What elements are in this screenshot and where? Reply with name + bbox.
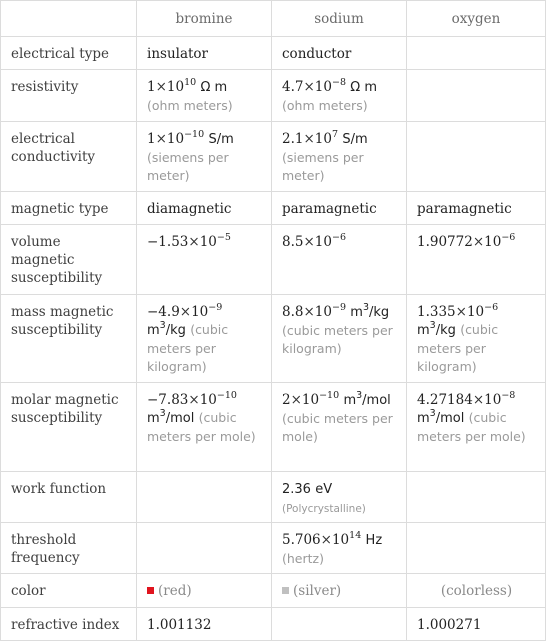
value-base: 10 bbox=[199, 392, 217, 408]
value-unit: Ω m bbox=[200, 80, 228, 95]
unit-description: (cubic meters per mole) bbox=[147, 410, 256, 444]
cell-bromine-refractive-index: 1.001132 bbox=[137, 608, 272, 641]
cell-bromine-magnetic-type: diamagnetic bbox=[137, 192, 272, 225]
value-exponent: −10 bbox=[319, 389, 340, 401]
cell-sodium-volume-susceptibility bbox=[272, 225, 407, 295]
unit-exponent: 3 bbox=[362, 301, 370, 313]
cell-bromine-molar-susceptibility bbox=[137, 383, 272, 472]
color-swatch-silver bbox=[282, 587, 289, 594]
unit-description: (siemens per meter) bbox=[282, 150, 364, 183]
unit-description: (cubic meters per kilogram) bbox=[282, 323, 393, 356]
unit-exponent: 3 bbox=[356, 389, 363, 401]
cell-sodium-resistivity bbox=[272, 70, 407, 122]
row-label-threshold-frequency: threshold frequency bbox=[1, 523, 137, 574]
row-label-electrical-type: electrical type bbox=[1, 37, 137, 70]
unit-exponent: 3 bbox=[429, 319, 436, 331]
value-unit: S/m bbox=[208, 132, 234, 147]
times-sign: × bbox=[303, 79, 315, 95]
value-base: 10 bbox=[301, 392, 320, 408]
unit-denominator: /mol bbox=[165, 411, 195, 426]
value-base: 10 bbox=[191, 304, 209, 320]
value-exponent: −10 bbox=[216, 389, 237, 401]
cell-oxygen-resistivity bbox=[407, 70, 546, 122]
cell-bromine-conductivity bbox=[137, 122, 272, 192]
value-number: 2.36 bbox=[282, 482, 311, 497]
times-sign: × bbox=[303, 304, 315, 320]
value-base: 10 bbox=[466, 304, 485, 320]
unit-exponent: 3 bbox=[159, 319, 166, 331]
unit-description: (cubic meters per mole) bbox=[417, 410, 526, 444]
value-unit bbox=[147, 319, 186, 338]
value-mantissa: 1.335 bbox=[417, 304, 456, 320]
unit-exponent: 3 bbox=[429, 407, 436, 419]
value-exponent: −6 bbox=[501, 231, 516, 243]
unit-denominator: /kg bbox=[165, 323, 186, 338]
value-mantissa: −4.9 bbox=[147, 304, 180, 320]
unit-denominator: /mol bbox=[435, 411, 465, 426]
value-mantissa: 4.7 bbox=[282, 79, 304, 95]
value-base: 10 bbox=[166, 79, 185, 95]
value-base: 10 bbox=[484, 234, 502, 250]
value-base: 10 bbox=[484, 392, 502, 408]
color-name: (silver) bbox=[293, 583, 342, 599]
value-unit bbox=[417, 407, 465, 426]
value-mantissa: −1.53 bbox=[147, 234, 189, 250]
header-oxygen: oxygen bbox=[407, 1, 546, 37]
value-unit: Ω m bbox=[350, 80, 378, 95]
row-label-mass-susceptibility: mass magnetic susceptibility bbox=[1, 295, 137, 383]
times-sign: × bbox=[155, 79, 167, 95]
cell-sodium-electrical-type: conductor bbox=[272, 37, 407, 70]
times-sign: × bbox=[320, 532, 332, 548]
times-sign: × bbox=[472, 392, 485, 408]
table-row bbox=[1, 295, 546, 383]
times-sign: × bbox=[303, 234, 315, 250]
cell-oxygen-color bbox=[407, 574, 546, 608]
cell-sodium-refractive-index bbox=[272, 608, 407, 641]
cell-oxygen-magnetic-type: paramagnetic bbox=[407, 192, 546, 225]
unit-exponent: 3 bbox=[159, 407, 166, 419]
unit-base: m bbox=[350, 305, 363, 320]
value-mantissa: −7.83 bbox=[147, 392, 189, 408]
value-mantissa: 8.8 bbox=[282, 304, 304, 320]
unit-description: (cubic meters per kilogram) bbox=[147, 322, 229, 374]
value-base: 10 bbox=[314, 234, 332, 250]
value-unit bbox=[343, 389, 391, 408]
value-mantissa: 5.706 bbox=[282, 532, 321, 548]
cell-oxygen-volume-susceptibility bbox=[407, 225, 546, 295]
table-row bbox=[1, 608, 546, 641]
cell-oxygen-threshold-frequency bbox=[407, 523, 546, 574]
unit-base: m bbox=[147, 323, 160, 338]
value-exponent: 7 bbox=[331, 128, 339, 140]
header-blank bbox=[1, 1, 137, 37]
unit-denominator: /kg bbox=[369, 305, 390, 320]
value-exponent: −9 bbox=[208, 301, 223, 313]
unit-denominator: /kg bbox=[435, 323, 456, 338]
times-sign: × bbox=[188, 234, 200, 250]
cell-bromine-threshold-frequency bbox=[137, 523, 272, 574]
cell-oxygen-refractive-index: 1.000271 bbox=[407, 608, 546, 641]
cell-bromine-resistivity bbox=[137, 70, 272, 122]
value-exponent: −10 bbox=[184, 128, 205, 140]
unit-base: m bbox=[417, 411, 430, 426]
row-label-refractive-index: refractive index bbox=[1, 608, 137, 641]
cell-sodium-conductivity bbox=[272, 122, 407, 192]
table-row bbox=[1, 383, 546, 472]
times-sign: × bbox=[155, 131, 167, 147]
unit-base: m bbox=[147, 411, 160, 426]
cell-bromine-color bbox=[137, 574, 272, 608]
unit-denominator: /mol bbox=[362, 393, 391, 408]
row-label-work-function: work function bbox=[1, 472, 137, 523]
header-row bbox=[1, 1, 546, 37]
unit-description: (siemens per meter) bbox=[147, 150, 229, 183]
value-mantissa: 2 bbox=[282, 392, 291, 408]
cell-sodium-molar-susceptibility bbox=[272, 383, 407, 472]
unit-description: (ohm meters) bbox=[282, 98, 368, 113]
row-label-molar-susceptibility: molar magnetic susceptibility bbox=[1, 383, 137, 472]
row-label-magnetic-type: magnetic type bbox=[1, 192, 137, 225]
value-mantissa: 1.90772 bbox=[417, 234, 473, 250]
table-row bbox=[1, 37, 546, 70]
cell-bromine-mass-susceptibility bbox=[137, 295, 272, 383]
header-bromine: bromine bbox=[137, 1, 272, 37]
value-unit: eV bbox=[315, 482, 333, 497]
value-exponent: 14 bbox=[349, 529, 362, 541]
unit-base: m bbox=[343, 393, 357, 408]
value-exponent: −8 bbox=[501, 389, 516, 401]
table-row bbox=[1, 225, 546, 295]
table-row bbox=[1, 122, 546, 192]
unit-description: (ohm meters) bbox=[147, 98, 233, 113]
value-unit bbox=[350, 301, 390, 320]
table-row bbox=[1, 192, 546, 225]
value-exponent: −9 bbox=[331, 301, 346, 313]
table-row bbox=[1, 523, 546, 574]
cell-sodium-mass-susceptibility bbox=[272, 295, 407, 383]
cell-sodium-magnetic-type: paramagnetic bbox=[272, 192, 407, 225]
row-label-resistivity: resistivity bbox=[1, 70, 137, 122]
row-label-volume-susceptibility: volume magnetic susceptibility bbox=[1, 225, 137, 295]
value-mantissa: 1 bbox=[147, 79, 156, 95]
value-mantissa: 8.5 bbox=[282, 234, 304, 250]
table-row bbox=[1, 70, 546, 122]
value-exponent: −8 bbox=[331, 76, 346, 88]
value-mantissa: 2.1 bbox=[282, 131, 304, 147]
cell-bromine-volume-susceptibility bbox=[137, 225, 272, 295]
value-base: 10 bbox=[314, 304, 332, 320]
cell-bromine-work-function bbox=[137, 472, 272, 523]
row-label-color: color bbox=[1, 574, 137, 608]
value-unit bbox=[417, 319, 456, 338]
value-unit bbox=[147, 407, 195, 426]
value-exponent: −5 bbox=[216, 231, 231, 243]
cell-sodium-work-function bbox=[272, 472, 407, 523]
header-sodium: sodium bbox=[272, 1, 407, 37]
times-sign: × bbox=[455, 304, 467, 320]
cell-oxygen-mass-susceptibility bbox=[407, 295, 546, 383]
value-base: 10 bbox=[314, 79, 332, 95]
row-label-conductivity: electrical conductivity bbox=[1, 122, 137, 192]
times-sign: × bbox=[303, 131, 315, 147]
cell-oxygen-molar-susceptibility bbox=[407, 383, 546, 472]
value-mantissa: 4.27184 bbox=[417, 392, 473, 408]
value-exponent: −6 bbox=[331, 231, 346, 243]
color-name: (red) bbox=[158, 583, 192, 599]
unit-base: m bbox=[417, 323, 430, 338]
cell-bromine-electrical-type: insulator bbox=[137, 37, 272, 70]
value-unit: Hz bbox=[365, 533, 383, 548]
table-row bbox=[1, 574, 546, 608]
times-sign: × bbox=[188, 392, 200, 408]
value-base: 10 bbox=[331, 532, 350, 548]
value-exponent: −6 bbox=[484, 301, 499, 313]
times-sign: × bbox=[290, 392, 302, 408]
times-sign: × bbox=[179, 304, 192, 320]
value-unit: S/m bbox=[342, 132, 368, 147]
value-note: (Polycrystalline) bbox=[282, 503, 366, 515]
value-base: 10 bbox=[199, 234, 217, 250]
color-name: (colorless) bbox=[440, 583, 513, 599]
cell-oxygen-conductivity bbox=[407, 122, 546, 192]
value-base: 10 bbox=[314, 131, 332, 147]
unit-description: (cubic meters per kilogram) bbox=[417, 322, 499, 374]
cell-oxygen-work-function bbox=[407, 472, 546, 523]
cell-oxygen-electrical-type bbox=[407, 37, 546, 70]
table-row bbox=[1, 472, 546, 523]
cell-sodium-threshold-frequency bbox=[272, 523, 407, 574]
cell-sodium-color bbox=[272, 574, 407, 608]
value-mantissa: 1 bbox=[147, 131, 156, 147]
times-sign: × bbox=[472, 234, 485, 250]
unit-description: (cubic meters per mole) bbox=[282, 411, 393, 444]
value-exponent: 10 bbox=[184, 76, 197, 88]
value-base: 10 bbox=[166, 131, 185, 147]
unit-description: (hertz) bbox=[282, 551, 324, 566]
color-swatch-red bbox=[147, 587, 154, 594]
